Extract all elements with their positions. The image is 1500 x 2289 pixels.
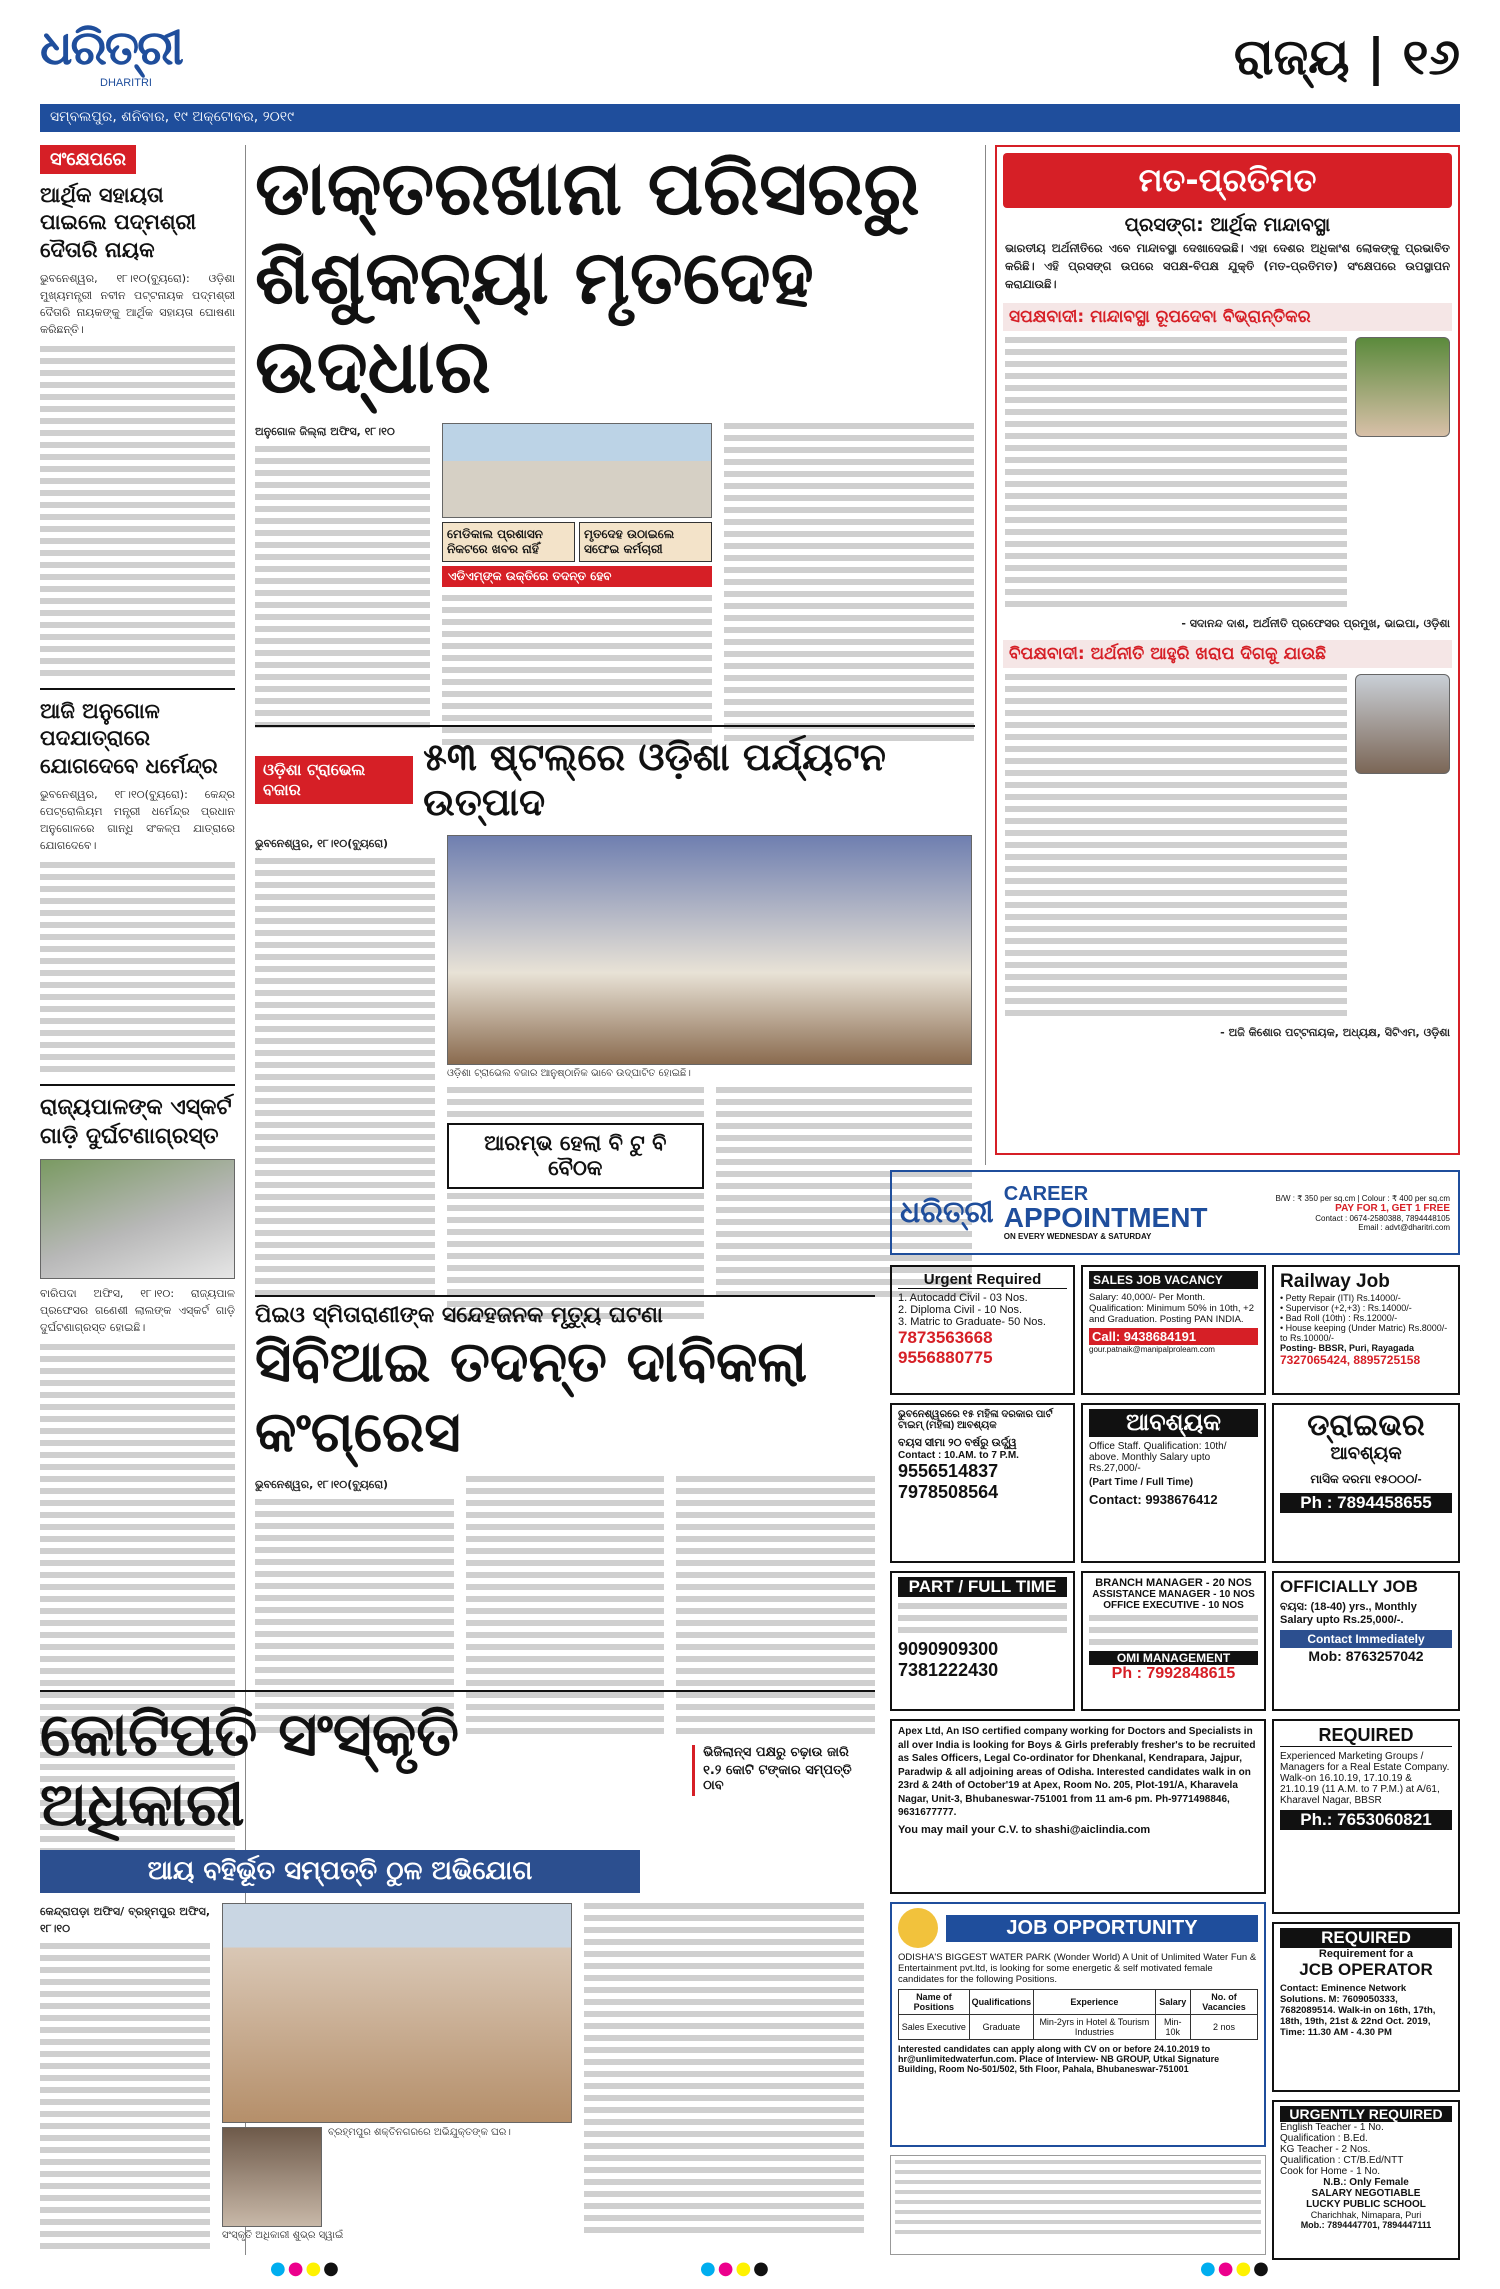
ad-3-line: • House keeping (Under Matric) Rs.8000/- to Rs.10000/- [1280, 1323, 1448, 1343]
section-title: ରାଜ୍ୟ | ୧୬ [1233, 28, 1460, 86]
cbi-kicker: ପିଇଓ ସ୍ମିତାରାଣୀଙ୍କ ସନ୍ଦେହଜନକ ମୃତ୍ୟୁ ଘଟଣା [255, 1303, 663, 1328]
career-title-1: CAREER [1003, 1183, 1089, 1205]
career-rates: B/W : ₹ 350 per sq.cm | Colour : ₹ 400 per sq.cm [1275, 1193, 1450, 1203]
ad-11-text: Experienced Marketing Groups / Managers for a Real Estate Company. Walk-on 16.10.19, 17.10.19 & 21.10.19 (11 A.M. to 7 P.M.) at A/61, Kharavel Nagar, BBSR [1280, 1751, 1450, 1806]
career-banner [890, 1170, 1460, 1255]
ad-14-school: LUCKY PUBLIC SCHOOL [1306, 2199, 1426, 2210]
ad-13-text: Contact: Eminence Network Solutions. M: 7609050333, 7682089514. Walk-in on 16th, 17th, 18th, 19th, 21st & 22nd Oct. 2019, Time: 11.30 AM - 4.30 PM [1280, 1983, 1436, 2038]
career-offer: PAY FOR 1, GET 1 FREE [1335, 1202, 1450, 1214]
opinion-for-signature: - ସଦାନନ୍ଦ ଦାଶ, ଅର୍ଥନୀତି ପ୍ରଫେସର ପ୍ରମୁଖ, ଭାଇପା, ଓଡ଼ିଶା [1181, 617, 1450, 631]
ad-8-company: OMI MANAGEMENT [1089, 1651, 1258, 1665]
opinion-for-portrait [1355, 337, 1450, 437]
ad-14-line: English Teacher - 1 No. [1280, 2122, 1384, 2133]
column-divider [985, 145, 986, 1165]
ad-part-full-time: PART / FULL TIME 9090909300 7381222430 [890, 1571, 1075, 1711]
ad-railway-job: Railway Job • Petty Repair (ITI) Rs.14000/- • Supervisor (+2,+3) : Rs.14000/- • Bad Roll (10th) : Rs.12000/- • House keeping (Under Matric) Rs.8000/- to Rs.10000/- Posting- BBSR, Puri, Rayagada 7327065424, 8895725158 [1272, 1265, 1460, 1395]
officer-portrait [222, 2127, 322, 2227]
lead-highlight-box-1: ମେଡିକାଲ ପ୍ରଶାସନ ନିକଟରେ ଖବର ନାହିଁ [442, 522, 575, 562]
opinion-topic: ପ୍ରସଙ୍ଗ: ଆର୍ଥିକ ମାନ୍ଦାବସ୍ଥା [1124, 214, 1331, 236]
career-email: Email : advt@dharitri.com [1358, 1222, 1450, 1232]
ad-women-parttime [890, 1403, 1075, 1563]
tourism-story [255, 725, 975, 1285]
crorepati-bullet-1: ଭିଜିଲାନ୍ସ ପକ୍ଷରୁ ଚଢ଼ାଉ ଜାରି [703, 1744, 849, 1760]
ad-2-text: Salary: 40,000/- Per Month. Qualification: Minimum 50% in 10th, +2 and Graduation. Posting PAN INDIA. [1089, 1292, 1255, 1325]
opinion-banner: ମତ-ପ୍ରତିମତ [1003, 153, 1452, 208]
ad-11-phone: Ph.: 7653060821 [1280, 1810, 1452, 1830]
ad-6-text: ମାସିକ ଦରମା ୧୫୦୦୦/- [1310, 1472, 1422, 1486]
tourism-photo-caption: ଓଡ଼ିଶା ଟ୍ରାଭେଲ ବଜାର ଆନୁଷ୍ଠାନିକ ଭାବେ ଉଦ୍‌ଘାଟିତ ହୋଇଛି। [447, 1068, 691, 1079]
ad-8-phone: Ph : 7992848615 [1111, 1665, 1236, 1682]
tourism-text-col2a [447, 1087, 704, 1117]
ad-disclaimer [890, 2155, 1266, 2255]
tourism-byline: ଭୁବନେଶ୍ୱର, ୧୮।୧୦(ବ୍ୟୁରୋ) [255, 837, 389, 850]
masthead [40, 20, 1460, 130]
lead-story [255, 145, 975, 705]
ad-14-line: KG Teacher - 2 Nos. [1280, 2144, 1371, 2155]
lead-text-col3 [724, 423, 974, 751]
cbi-headline: ସିବିଆଇ ତଦନ୍ତ ଦାବିକଲା କଂଗ୍ରେସ [255, 1330, 808, 1465]
print-registration-marks: ●●●● [270, 2258, 341, 2279]
ad-real-estate: REQUIRED Experienced Marketing Groups / Managers for a Real Estate Company. Walk-on 16.10.19, 17.10.19 & 21.10.19 (11 A.M. to 7 P.M.) at A/61, Kharavel Nagar, BBSR Ph.: 7653060821 [1272, 1719, 1460, 1914]
newspaper-logo: ଧରିତ୍ରୀ DHARITRI [40, 20, 182, 89]
crorepati-story [40, 1690, 875, 2270]
ad-14-address: Charichhak, Nimapara, Puri [1310, 2210, 1422, 2220]
ad-1-line: 3. Matric to Graduate- 50 Nos. [898, 1316, 1046, 1328]
house-photo-caption: ବ୍ରହ୍ମପୁର ଶକ୍ତିନଗରରେ ଅଭିଯୁକ୍ତଙ୍କ ଘର। [328, 2127, 511, 2138]
crorepati-bullet-2: ୧.୨ କୋଟି ଟଙ୍କାର ସମ୍ପତ୍ତି ଠାବ [703, 1762, 852, 1793]
lead-headline-line1: ଡାକ୍ତରଖାନା ପରିସରରୁ [255, 146, 920, 232]
ad-4-phone: 7978508564 [898, 1482, 999, 1502]
ad-6-phone: Ph : 7894458655 [1280, 1493, 1452, 1513]
career-logo: ଧରିତ୍ରୀ [900, 1195, 994, 1229]
crorepati-text-col3 [584, 1903, 864, 2255]
table-header: Salary [1155, 1990, 1190, 2015]
ad-driver: ଡ୍ରାଇଭର ଆବଶ୍ୟକ ମାସିକ ଦରମା ୧୫୦୦୦/- Ph : 7894458655 [1272, 1403, 1460, 1563]
opinion-intro: ଭାରତୀୟ ଅର୍ଥନୀତିରେ ଏବେ ମାନ୍ଦାବସ୍ଥା ଦେଖାଦେଇଛି। ଏହା ଦେଶର ଅଧିକାଂଶ ଲୋକଙ୍କୁ ପ୍ରଭାବିତ କରିଛି। ଏହି ପ୍ରସଙ୍ଗ ଉପରେ ସପକ୍ଷ-ବିପକ୍ଷ ଯୁକ୍ତି (ମତ-ପ୍ରତିମତ) ସଂକ୍ଷେପରେ ଉପସ୍ଥାପନ କରାଯାଉଛି। [1005, 241, 1450, 291]
table-header: No. of Vacancies [1190, 1990, 1257, 2015]
opinion-against-signature: - ଅଜି କିଶୋର ପଟ୍ଟନାୟକ, ଅଧ୍ୟକ୍ଷ, ସିଟିଏମ, ଓଡ଼ିଶା [1220, 1026, 1450, 1040]
brief-3-body: ବାରିପଦା ଅଫିସ, ୧୮।୧୦: ରାଜ୍ୟପାଳ ପ୍ରଫେସର ଗଣେଶୀ ଲାଲଙ୍କ ଏସ୍କର୍ଟ ଗାଡ଼ି ଦୁର୍ଘଟଣାଗ୍ରସ୍ତ ହୋଇଛି। [40, 1287, 235, 1335]
ad-9-text: ବୟସ: (18-40) yrs., Monthly Salary upto Rs.25,000/-. [1280, 1601, 1417, 1626]
opinion-section [995, 145, 1460, 1155]
hospital-photo [442, 423, 712, 518]
lead-highlight-box-3: ଏଡିଏମ୍‌ଙ୍କ ଉକ୍ତିରେ ତଦନ୍ତ ହେବ [442, 566, 712, 587]
career-subtitle: ON EVERY WEDNESDAY & SATURDAY [1003, 1232, 1152, 1241]
print-registration-marks: ●●●● [1200, 2258, 1271, 2279]
ad-7-text-filler [898, 1603, 1067, 1633]
lead-text-col2 [442, 595, 712, 745]
lead-text-col1 [255, 446, 430, 728]
ad-5-type: (Part Time / Full Time) [1089, 1477, 1194, 1488]
ad-10-email: You may mail your C.V. to shashi@aiclindia.com [898, 1823, 1151, 1836]
ad-4-phone: 9556514837 [898, 1461, 999, 1481]
opinion-against-text [1005, 674, 1347, 1022]
ad-12-footer: Interested candidates can apply along with CV on or before 24.10.2019 to hr@unlimitedwaterfun.com. Place of Interview- NB GROUP, Utkal Signature Building, Room No-501/502, 5th Floor, Pahala, Bhubaneswar-751001 [898, 2044, 1220, 2074]
brief-2-headline: ଆଜି ଅନୁଗୋଳ ପଦଯାତ୍ରାରେ ଯୋଗଦେବେ ଧର୍ମେନ୍ଦ୍ର [40, 699, 218, 778]
tourism-headline: ୫୩ ଷ୍ଟଲ୍‌ରେ ଓଡ଼ିଶା ପର୍ଯ୍ୟଟନ ଉତ୍ପାଦ [423, 735, 886, 824]
ad-1-phone: 7873563668 [898, 1328, 993, 1347]
crorepati-byline: କେନ୍ଦ୍ରାପଡ଼ା ଅଫିସ/ ବ୍ରହ୍ମପୁର ଅଫିସ, ୧୮।୧୦ [40, 1905, 210, 1936]
career-contact: Contact : 0674-2580388, 7894448105 [1315, 1213, 1450, 1223]
ad-4-time: Contact : 10.AM. to 7 P.M. [898, 1450, 1019, 1461]
brief-1-text-filler [40, 346, 235, 676]
ad-8-sub: OFFICE EXECUTIVE - 10 NOS [1103, 1600, 1244, 1611]
tourism-sub-box: ଆରମ୍ଭ ହେଲା ବି ଟୁ ବି ବୈଠକ [447, 1123, 704, 1189]
tourism-text-col1 [255, 858, 435, 1296]
ad-4-age: ବୟସ ସୀମା ୨୦ ବର୍ଷରୁ ଉର୍ଦ୍ଧ୍ୱ [898, 1437, 1017, 1449]
ad-14-line: Qualification : CT/B.Ed/NTT [1280, 2155, 1404, 2166]
brief-2-text-filler [40, 862, 235, 1072]
ad-8-sub: ASSISTANCE MANAGER - 10 NOS [1092, 1589, 1255, 1600]
brief-1-body: ଭୁବନେଶ୍ୱର, ୧୮।୧୦(ବ୍ୟୁରୋ): ଓଡ଼ିଶା ମୁଖ୍ୟମନ୍ତ୍ରୀ ନବୀନ ପଟ୍ଟନାୟକ ପଦ୍ମଶ୍ରୀ ଦୈତାରି ନାୟକଙ୍କୁ ଆର୍ଥିକ ସହାୟତା ଘୋଷଣା କରିଛନ୍ତି। [40, 271, 235, 337]
ad-8-text-filler [1089, 1615, 1258, 1645]
ad-7-phone: 7381222430 [898, 1660, 999, 1680]
ad-1-line: 1. Autocadd Civil - 03 Nos. [898, 1292, 1028, 1304]
ad-10-text: Apex Ltd, An ISO certified company working for Doctors and Specialists in all over India is looking for Boys & Girls preferably fresher's to be recruited as Sales Officers, Legal Co-ordinator for Dhenkanal, Kendrapara, Jajpur, Paradwip & all adjoining areas of Odisha. Interested candidates walk in on 23rd & 24th of October'19 at Apex, Room No. 205, Plot-191/A, Kharavela Nagar, Unit-3, Bhubaneswar-751001 from 11 am-6 pm. Ph-9771498846, 9631677777. [898, 1726, 1256, 1818]
ad-9-phone: Mob: 8763257042 [1308, 1648, 1424, 1664]
tourism-tag: ଓଡ଼ିଶା ଟ୍ରାଭେଲ ବଜାର [255, 756, 413, 804]
ad-5-phone: Contact: 9938676412 [1089, 1492, 1218, 1507]
classified-ads [890, 1265, 1460, 2275]
officer-caption: ସଂସ୍କୃତି ଅଧିକାରୀ ଶୁଭ୍ର ସ୍ୱାଇଁ [222, 2230, 344, 2241]
print-registration-marks: ●●●● [700, 2258, 771, 2279]
lead-highlight-box-2: ମୃତଦେହ ଉଠାଇଲେ ସଫେଇ କର୍ମଚାରୀ [579, 522, 712, 562]
ad-7-phone: 9090909300 [898, 1639, 999, 1659]
ad-13-role: JCB OPERATOR [1299, 1960, 1433, 1979]
brief-3-headline: ରାଜ୍ୟପାଳଙ୍କ ଏସ୍କର୍ଟ ଗାଡ଼ି ଦୁର୍ଘଟଣାଗ୍ରସ୍ତ [40, 1095, 232, 1149]
crorepati-headline: କୋଟିପତି ସଂସ୍କୃତି ଅଧିକାରୀ [40, 1700, 459, 1840]
lead-headline-line2: ଶିଶୁକନ୍ୟା ମୃତଦେହ ଉଦ୍ଧାର [255, 234, 814, 410]
cbi-byline: ଭୁବନେଶ୍ୱର, ୧୮।୧୦(ବ୍ୟୁରୋ) [255, 1478, 389, 1491]
ad-14-salary: SALARY NEGOTIABLE [1311, 2188, 1421, 2199]
ad-apex-ltd [890, 1719, 1266, 1894]
ad-sales-job: SALES JOB VACANCY Salary: 40,000/- Per Month. Qualification: Minimum 50% in 10th, +2 and Graduation. Posting PAN INDIA. Call: 9438684191 gour.patnaik@manipalproleam.com [1081, 1265, 1266, 1395]
ad-3-line: • Bad Roll (10th) : Rs.12000/- [1280, 1313, 1398, 1323]
ad-14-phone: Mob.: 7894447701, 7894447111 [1300, 2220, 1432, 2230]
ad-3-line: • Petty Repair (ITI) Rs.14000/- [1280, 1293, 1401, 1303]
ad-9-contact: Contact Immediately [1280, 1630, 1452, 1648]
ad-2-phone: Call: 9438684191 [1089, 1328, 1258, 1345]
brief-1-headline: ଆର୍ଥିକ ସହାୟତା ପାଇଲେ ପଦ୍ମଶ୍ରୀ ଦୈତାରି ନାୟକ [40, 183, 197, 262]
accident-car-photo [40, 1159, 235, 1279]
opinion-against-portrait [1355, 674, 1450, 774]
ad-officially-job: OFFICIALLY JOB ବୟସ: (18-40) yrs., Monthly Salary upto Rs.25,000/-. Contact Immediately Mob: 8763257042 [1272, 1571, 1460, 1711]
ad-urgently-required-school: URGENTLY REQUIRED English Teacher - 1 No. Qualification : B.Ed. KG Teacher - 2 Nos. Qualification : CT/B.Ed/NTT Cook for Home - 1 No. N.B.: Only Female SALARY NEGOTIABLE LUCKY PUBLIC SCHOOL Charichhak, Nimapara, Puri Mob.: 7894447701, 7894447111 [1272, 2100, 1460, 2260]
ad-branch-manager: BRANCH MANAGER - 20 NOS ASSISTANCE MANAGER - 10 NOS OFFICE EXECUTIVE - 10 NOS OMI MANAGEMENT Ph : 7992848615 [1081, 1571, 1266, 1711]
ad-14-line: Cook for Home - 1 No. [1280, 2166, 1381, 2177]
dateline: ସମ୍ବଲପୁର, ଶନିବାର, ୧୯ ଅକ୍ଟୋବର, ୨୦୧୯ [40, 104, 1460, 132]
disclaimer-text-filler [895, 2160, 1261, 2234]
crorepati-text-col1 [40, 1943, 210, 2249]
ribbon-cutting-photo [447, 835, 972, 1065]
career-title-2: APPOINTMENT [1003, 1202, 1208, 1233]
brief-2-body: ଭୁବନେଶ୍ୱର, ୧୮।୧୦(ବ୍ୟୁରୋ): କେନ୍ଦ୍ର ପେଟ୍ରୋଲିୟମ ମନ୍ତ୍ରୀ ଧର୍ମେନ୍ଦ୍ର ପ୍ରଧାନ ଅନୁଗୋଳରେ ଗାନ୍ଧି ସଂକଳ୍ପ ଯାତ୍ରାରେ ଯୋଗଦେବେ। [40, 787, 235, 853]
ad-6-sub: ଆବଶ୍ୟକ [1330, 1443, 1402, 1463]
table-row: Sales Executive Graduate Min-2yrs in Hotel & Tourism Industries Min-10k 2 nos [899, 2015, 1258, 2040]
water-park-logo-icon [898, 1908, 938, 1948]
table-header: Experience [1034, 1990, 1155, 2015]
ad-jcb-operator: REQUIRED Requirement for a JCB OPERATOR Contact: Eminence Network Solutions. M: 7609050333, 7682089514. Walk-in on 16th, 17th, 18th, 19th, 21st & 22nd Oct. 2019, Time: 11.30 AM - 4.30 PM [1272, 1922, 1460, 2092]
ad-12-table [898, 1989, 1258, 2040]
ad-13-sub: Requirement for a [1318, 1948, 1414, 1960]
table-header: Name of Positions [899, 1990, 970, 2015]
ad-14-line: Qualification : B.Ed. [1280, 2133, 1368, 2144]
table-header: Qualifications [969, 1990, 1034, 2015]
lead-byline: ଅନୁଗୋଳ ଜିଲ୍ଲା ଅଫିସ, ୧୮।୧୦ [255, 425, 395, 439]
house-photo [222, 1903, 572, 2123]
opinion-for-text [1005, 337, 1347, 613]
ad-1-line: 2. Diploma Civil - 10 Nos. [898, 1304, 1023, 1316]
ad-office-staff: ଆବଶ୍ୟକ Office Staff. Qualification: 10th/ above. Monthly Salary upto Rs.27,000/- (Part Time / Full Time) Contact: 9938676412 [1081, 1403, 1266, 1563]
crorepati-subhead: ଆୟ ବହିର୍ଭୂତ ସମ୍ପତ୍ତି ଠୁଳ ଅଭିଯୋଗ [40, 1850, 640, 1893]
ad-urgent-required: Urgent Required 1. Autocadd Civil - 03 Nos. 2. Diploma Civil - 10 Nos. 3. Matric to Graduate- 50 Nos. 7873563668 9556880775 [890, 1265, 1075, 1395]
briefs-tag: ସଂକ୍ଷେପରେ [40, 145, 136, 174]
ad-2-email: gour.patnaik@manipalproleam.com [1089, 1345, 1215, 1354]
ad-14-note: N.B.: Only Female [1323, 2177, 1409, 2188]
ad-3-posting: Posting- BBSR, Puri, Rayagada [1280, 1343, 1415, 1353]
ad-water-park: JOB OPPORTUNITY ODISHA'S BIGGEST WATER PARK (Wonder World) A Unit of Unlimited Water Fun & Entertainment pvt.ltd, is looking for some energetic & self motivated female candidates for the following Positions. Name of Positions Qualifications Experience Salary No. of Vacancies Sales Executive Graduate Min-2yrs in Hotel & Tourism Industries Min-10k 2 nos Interested candidates can apply along with CV on or before 24.10.2019 to hr@unlimitedwaterfun.com. Place of Interview- NB GROUP, Utkal Signature Building, Room No-501/502, 5th Floor, Pahala, Bhubaneswar-751001 [890, 1902, 1266, 2147]
ad-3-phone: 7327065424, 8895725158 [1280, 1353, 1421, 1367]
ad-5-text: Office Staff. Qualification: 10th/ above. Monthly Salary upto Rs.27,000/- [1089, 1441, 1227, 1474]
ad-4-text: ଭୁବନେଶ୍ୱରରେ ୧୫ ମହିଳା ଦରକାର ପାର୍ଟ ଟାଇମ୍ (ମହିଳା) ଆବଶ୍ୟକ [898, 1409, 1053, 1431]
opinion-for-headline: ସପକ୍ଷବାଦୀ: ମାନ୍ଦାବସ୍ଥା ରୂପଦେବା ବିଭ୍ରାନ୍ତିକର [1003, 303, 1452, 331]
opinion-against-headline: ବିପକ୍ଷବାଦୀ: ଅର୍ଥନୀତି ଆହୁରି ଖରାପ ଦିଗକୁ ଯାଉଛି [1003, 640, 1452, 668]
ad-12-text: ODISHA'S BIGGEST WATER PARK (Wonder World) A Unit of Unlimited Water Fun & Entertainment pvt.ltd, is looking for some energetic & self motivated female candidates for the following Positions. [898, 1952, 1257, 1985]
cbi-story [255, 1295, 875, 1675]
ad-3-line: • Supervisor (+2,+3) : Rs.14000/- [1280, 1303, 1412, 1313]
ad-1-phone: 9556880775 [898, 1348, 993, 1367]
